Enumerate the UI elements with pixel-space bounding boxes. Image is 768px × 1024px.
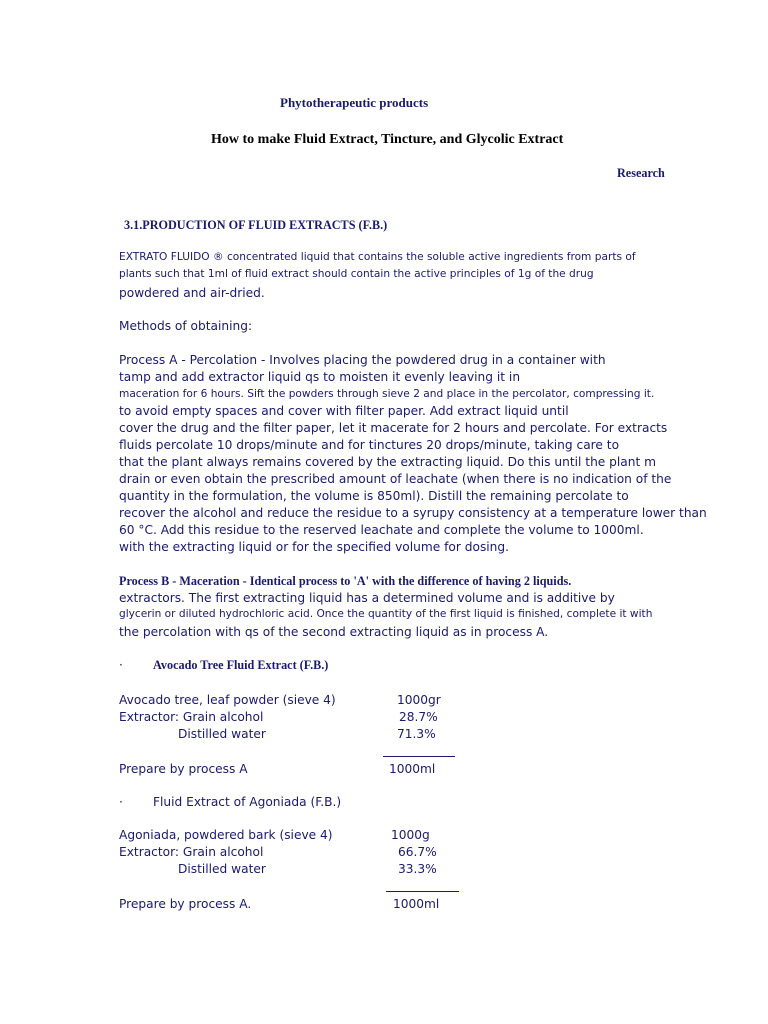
formula-row-value: 71.3% <box>397 727 436 741</box>
process-a-line: drain or even obtain the prescribed amount of leachate (when there is no indication of the <box>119 472 672 486</box>
process-a-line: cover the drug and the filter paper, let it macerate for 2 hours and percolate. For extracts <box>119 421 668 435</box>
methods-label: Methods of obtaining: <box>119 319 253 333</box>
process-b-line: the percolation with qs of the second extracting liquid as in process A. <box>119 625 549 639</box>
formula-row-value: 1000gr <box>397 693 441 707</box>
formula-row-label: Distilled water <box>178 727 266 741</box>
process-a-line: Process A - Percolation - Involves placing the powdered drug in a container with <box>119 353 606 367</box>
process-b-line: glycerin or diluted hydrochloric acid. Once the quantity of the first liquid is finished, complete it with <box>119 608 653 620</box>
intro-line: plants such that 1ml of fluid extract should contain the active principles of 1g of the drug <box>119 268 594 280</box>
formula-row-label: Agoniada, powdered bark (sieve 4) <box>119 828 333 842</box>
process-a-line: recover the alcohol and reduce the residue to a syrupy consistency at a temperature lower than <box>119 506 707 520</box>
process-a-line: 60 °C. Add this residue to the reserved leachate and complete the volume to 1000ml. <box>119 523 644 537</box>
research-tag: Research <box>617 166 665 180</box>
formula-row-value: 66.7% <box>398 845 437 859</box>
process-b-heading: Process B - Maceration - Identical process to 'A' with the difference of having 2 liquids. <box>119 574 572 588</box>
formula-row-value: 33.3% <box>398 862 437 876</box>
prepare-label: Prepare by process A <box>119 762 248 776</box>
formula-row-label: Distilled water <box>178 862 266 876</box>
formula-row-label: Extractor: Grain alcohol <box>119 845 264 859</box>
process-a-line: quantity in the formulation, the volume is 850ml). Distill the remaining percolate to <box>119 489 629 503</box>
bullet-icon: · <box>119 658 123 672</box>
prepare-value: 1000ml <box>389 762 436 776</box>
process-a-line: with the extracting liquid or for the specified volume for dosing. <box>119 540 510 554</box>
process-a-line: tamp and add extractor liquid qs to moisten it evenly leaving it in <box>119 370 521 384</box>
prepare-label: Prepare by process A. <box>119 897 252 911</box>
total-rule <box>383 756 455 757</box>
process-b-line: extractors. The first extracting liquid has a determined volume and is additive by <box>119 591 615 605</box>
process-a-line: that the plant always remains covered by the extracting liquid. Do this until the plant m <box>119 455 656 469</box>
process-a-line: to avoid empty spaces and cover with filter paper. Add extract liquid until <box>119 404 569 418</box>
page-title: Phytotherapeutic products <box>280 95 429 110</box>
formula-title: Avocado Tree Fluid Extract (F.B.) <box>153 658 329 672</box>
formula-title: Fluid Extract of Agoniada (F.B.) <box>153 795 342 809</box>
formula-row-label: Avocado tree, leaf powder (sieve 4) <box>119 693 336 707</box>
formula-row-value: 28.7% <box>399 710 438 724</box>
page-subtitle: How to make Fluid Extract, Tincture, and Glycolic Extract <box>211 132 564 147</box>
formula-row-label: Extractor: Grain alcohol <box>119 710 264 724</box>
process-a-line: fluids percolate 10 drops/minute and for tinctures 20 drops/minute, taking care to <box>119 438 620 452</box>
bullet-icon: · <box>119 795 123 809</box>
process-a-line: maceration for 6 hours. Sift the powders through sieve 2 and place in the percolator, compressing it. <box>119 388 655 400</box>
intro-line: EXTRATO FLUIDO ® concentrated liquid that contains the soluble active ingredients from parts of <box>119 251 636 263</box>
formula-row-value: 1000g <box>391 828 430 842</box>
prepare-value: 1000ml <box>393 897 440 911</box>
intro-line: powdered and air-dried. <box>119 286 265 300</box>
section-heading: 3.1.PRODUCTION OF FLUID EXTRACTS (F.B.) <box>124 218 388 232</box>
total-rule <box>386 891 459 892</box>
